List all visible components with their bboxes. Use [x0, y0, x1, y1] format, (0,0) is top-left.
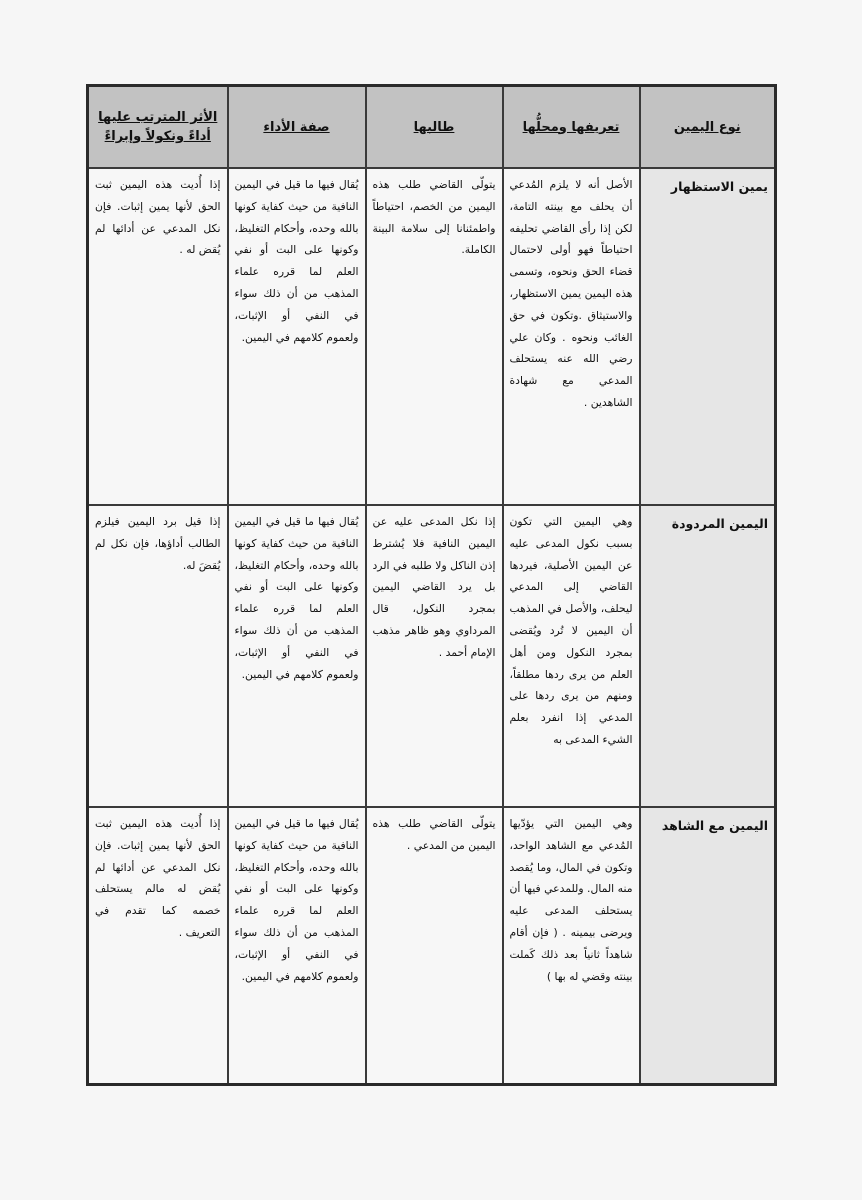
oath-types-table: [86, 84, 777, 1086]
effect-cell: إذا أُديت هذه اليمين ثبت الحق لأنها يمين إثبات. فإن نكل المدعي عن أدائها لم يُقض له مالم يستحلف خصمه كما تقدم في التعريف .: [88, 807, 228, 1085]
definition-cell: الأصل أنه لا يلزم المُدعي أن يحلف مع بينته التامة، لكن إذا رأى القاضي تحليفه احتياطاً فهو أولى لاحتمال قضاء الحق ونحوه، وتسمى هذه اليمين يمين الاستظهار، والاستيثاق .وتكون في حق الغائب ونحوه . وكان علي رضي الله عنه يستحلف المدعي مع شهادة الشاهدين .: [503, 168, 640, 505]
effect-cell: إذا أُديت هذه اليمين ثبت الحق لأنها يمين إثبات. فإن نكل المدعي عن أدائها لم يُقض له .: [88, 168, 228, 505]
header-definition: تعريفها ومحلُّها: [503, 86, 640, 169]
performance-cell: يُقال فيها ما قيل في اليمين النافية من حيث كفاية كونها بالله وحده، وأحكام التغليظ، وكونها على البت أو نفي العلم لما قرره علماء المذهب من أن ذلك سواء في النفي أو الإثبات، ولعموم كلامهم في اليمين.: [228, 168, 366, 505]
performance-cell: يُقال فيها ما قيل في اليمين النافية من حيث كفاية كونها بالله وحده، وأحكام التغليظ، وكونها على البت أو نفي العلم لما قرره علماء المذهب من أن ذلك سواء في النفي أو الإثبات، ولعموم كلامهم في اليمين.: [228, 807, 366, 1085]
header-requester: طالبها: [366, 86, 503, 169]
requester-cell: يتولّى القاضي طلب هذه اليمين من الخصم، احتياطاً واطمئنانا إلى سلامة البينة الكاملة.: [366, 168, 503, 505]
oath-type-cell: اليمين مع الشاهد: [640, 807, 776, 1085]
header-oath-type: نوع اليمين: [640, 86, 776, 169]
table-row: [88, 168, 776, 505]
header-effect: الأثر المترتب عليها أداءً ونكولاً وإبراءً: [88, 86, 228, 169]
header-performance: صفة الأداء: [228, 86, 366, 169]
performance-cell: يُقال فيها ما قيل في اليمين النافية من حيث كفاية كونها بالله وحده، وأحكام التغليظ، وكونها على البت أو نفي العلم لما قرره علماء المذهب من أن ذلك سواء في النفي أو الإثبات، ولعموم كلامهم في اليمين.: [228, 505, 366, 807]
effect-cell: إذا قيل برد اليمين فيلزم الطالب أداؤها، فإن نكل لم يُقضَ له.: [88, 505, 228, 807]
oath-type-cell: يمين الاستظهار: [640, 168, 776, 505]
table-row: [88, 505, 776, 807]
definition-cell: وهي اليمين التي تكون بسبب نكول المدعى عليه عن اليمين الأصلية، فيردها القاضي إلى المدعي ليحلف، والأصل في المذهب أن اليمين لا تُرد ويُقضى بمجرد النكول ومن أهل العلم من يرى ردها مطلقاً، ومنهم من يرى ردها على المدعي إذا انفرد بعلم الشيء المدعى به: [503, 505, 640, 807]
oath-type-cell: اليمين المردودة: [640, 505, 776, 807]
definition-cell: وهي اليمين التي يؤدّيها المُدعي مع الشاهد الواحد، وتكون في المال، وما يُقصد منه المال. وللمدعي فيها أن يستحلف المدعى عليه ويرضى بيمينه . ( فإن أقام شاهداً ثانياً بعد ذلك كَملت بينته وقضي له بها ): [503, 807, 640, 1085]
requester-cell: يتولّى القاضي طلب هذه اليمين من المدعي .: [366, 807, 503, 1085]
requester-cell: إذا نكل المدعى عليه عن اليمين النافية فلا يُشترط إذن الناكل ولا طلبه في الرد بل يرد القاضي اليمين بمجرد النكول، قال المرداوي وهو ظاهر مذهب الإمام أحمد .: [366, 505, 503, 807]
table-header-row: [88, 86, 776, 169]
table-row: [88, 807, 776, 1085]
